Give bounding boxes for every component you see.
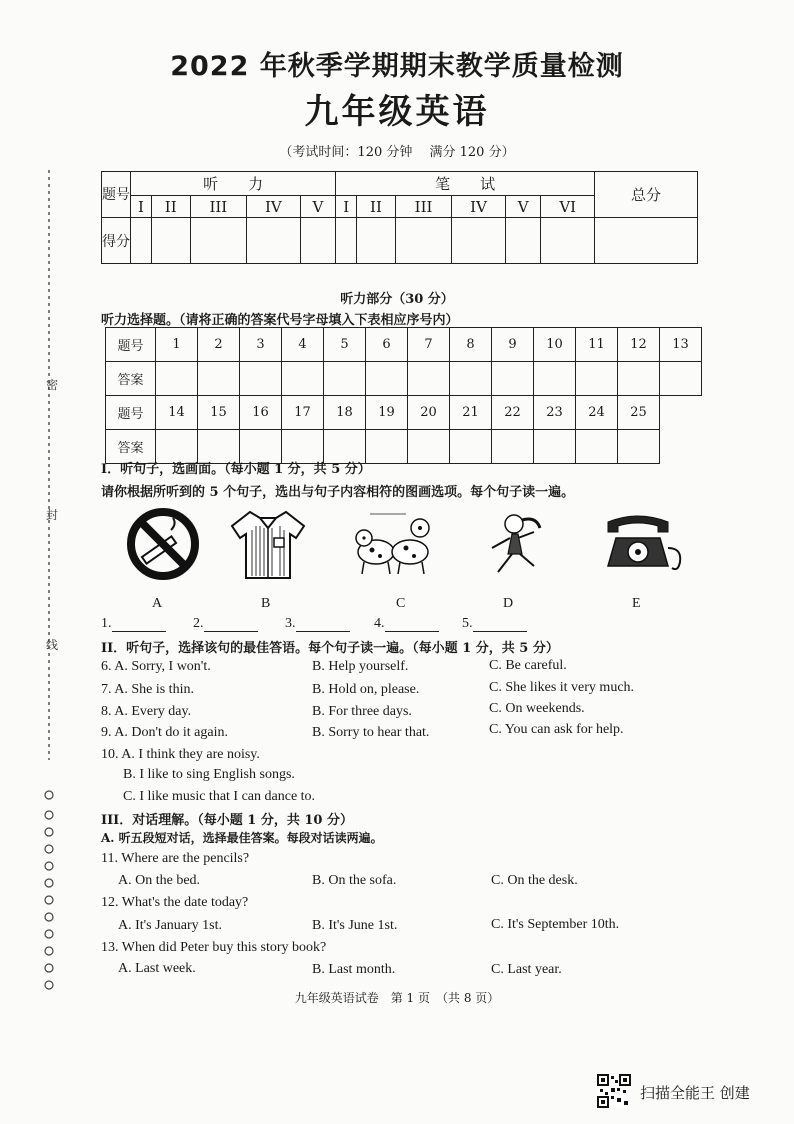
score-row-label: 题号 <box>102 172 131 218</box>
q-number: 16 <box>240 396 282 430</box>
q11-question: 11. Where are the pencils? <box>101 851 250 866</box>
picture-label-a: A <box>152 596 163 611</box>
q11-option-a: A. On the bed. <box>118 873 201 888</box>
answer-cell[interactable] <box>492 362 534 396</box>
q-number: 20 <box>408 396 450 430</box>
answer-label: 答案 <box>106 430 156 464</box>
listening-part: III <box>190 196 247 218</box>
q9-option-c: C. You can ask for help. <box>489 722 624 737</box>
scanner-watermark: 扫描全能王 创建 <box>640 1084 750 1102</box>
part1-heading: I．听句子，选画面。（每小题 1 分，共 5 分） <box>101 462 371 477</box>
score-cell[interactable] <box>247 218 300 264</box>
q-number: 18 <box>324 396 366 430</box>
answer-blank-3[interactable]: 3. <box>285 616 350 632</box>
writing-part: IV <box>452 196 505 218</box>
q-number: 13 <box>660 328 702 362</box>
score-cell[interactable] <box>452 218 505 264</box>
q11-option-c: C. On the desk. <box>491 873 578 888</box>
q13-option-c: C. Last year. <box>491 962 562 977</box>
listening-instruction: 听力选择题。（请将正确的答案代号字母填入下表相应序号内） <box>101 313 459 328</box>
q13-question: 13. When did Peter buy this story book? <box>101 940 327 955</box>
q6-option-a: 6. A. Sorry, I won't. <box>101 659 211 674</box>
q11-option-b: B. On the sofa. <box>312 873 397 888</box>
q13-option-a: A. Last week. <box>118 961 196 976</box>
margin-char-2: 封 <box>46 508 59 522</box>
listening-part: IV <box>247 196 300 218</box>
answer-cell[interactable] <box>366 362 408 396</box>
answer-cell[interactable] <box>450 362 492 396</box>
answer-cell[interactable] <box>450 430 492 464</box>
listening-heading: 听力部分（30 分） <box>340 292 454 307</box>
writing-part: I <box>336 196 357 218</box>
writing-part: III <box>395 196 452 218</box>
shirt-icon <box>228 508 308 580</box>
q-number: 10 <box>534 328 576 362</box>
q-number: 9 <box>492 328 534 362</box>
q-number: 14 <box>156 396 198 430</box>
q10-option-a: 10. A. I think they are noisy. <box>101 747 260 762</box>
q12-question: 12. What's the date today? <box>101 895 249 910</box>
q-number: 24 <box>576 396 618 430</box>
part2-heading: II．听句子，选择该句的最佳答语。每个句子读一遍。（每小题 1 分，共 5 分） <box>101 641 559 656</box>
answer-table <box>105 327 702 464</box>
writing-part: VI <box>541 196 595 218</box>
answer-cell[interactable] <box>534 430 576 464</box>
answer-cell[interactable] <box>618 430 660 464</box>
answer-label: 答案 <box>106 362 156 396</box>
answer-cell[interactable] <box>324 362 366 396</box>
question-number-label: 题号 <box>106 328 156 362</box>
q-number: 23 <box>534 396 576 430</box>
answer-cell[interactable] <box>408 430 450 464</box>
q-number: 19 <box>366 396 408 430</box>
dogs-icon <box>350 508 434 580</box>
q7-option-c: C. She likes it very much. <box>489 680 635 695</box>
q12-option-a: A. It's January 1st. <box>118 918 223 933</box>
q12-option-c: C. It's September 10th. <box>491 917 620 932</box>
answer-cell[interactable] <box>156 362 198 396</box>
q-number: 25 <box>618 396 660 430</box>
picture-label-e: E <box>632 596 641 611</box>
answer-blank-5[interactable]: 5. <box>462 616 527 632</box>
q6-option-b: B. Help yourself. <box>312 659 409 674</box>
running-girl-icon <box>474 508 558 580</box>
answer-cell[interactable] <box>618 362 660 396</box>
answer-blank-2[interactable]: 2. <box>193 616 258 632</box>
q8-option-b: B. For three days. <box>312 704 412 719</box>
page-footer: 九年级英语试卷 第 1 页 （共 8 页） <box>294 991 500 1005</box>
q9-option-b: B. Sorry to hear that. <box>312 725 430 740</box>
q-number: 21 <box>450 396 492 430</box>
q10-option-b: B. I like to sing English songs. <box>123 767 295 782</box>
answer-blank-1[interactable]: 1. <box>101 616 166 632</box>
score-cell[interactable] <box>357 218 396 264</box>
empty-cell <box>660 396 702 430</box>
answer-cell[interactable] <box>282 362 324 396</box>
score-cell[interactable] <box>131 218 152 264</box>
q7-option-b: B. Hold on, please. <box>312 682 420 697</box>
answer-cell[interactable] <box>576 430 618 464</box>
writing-header: 笔 试 <box>336 172 595 196</box>
picture-label-d: D <box>503 596 514 611</box>
q-number: 6 <box>366 328 408 362</box>
q-number: 8 <box>450 328 492 362</box>
score-cell[interactable] <box>336 218 357 264</box>
part1-instruction: 请你根据所听到的 5 个句子，选出与句子内容相符的图画选项。每个句子读一遍。 <box>101 485 575 500</box>
q-number: 17 <box>282 396 324 430</box>
listening-part: V <box>300 196 336 218</box>
margin-char-1: 密 <box>46 378 59 392</box>
writing-part: II <box>357 196 396 218</box>
subject-title: 九年级英语 <box>304 92 490 132</box>
part3-heading: III．对话理解。（每小题 1 分，共 10 分） <box>101 813 353 828</box>
q-number: 15 <box>198 396 240 430</box>
answer-cell[interactable] <box>240 362 282 396</box>
score-cell[interactable] <box>300 218 336 264</box>
q-number: 22 <box>492 396 534 430</box>
telephone-icon <box>598 508 688 580</box>
answer-cell[interactable] <box>492 430 534 464</box>
score-cell[interactable] <box>595 218 698 264</box>
q13-option-b: B. Last month. <box>312 962 396 977</box>
writing-part: V <box>505 196 541 218</box>
score-cell[interactable] <box>505 218 541 264</box>
q12-option-b: B. It's June 1st. <box>312 918 398 933</box>
q-number: 4 <box>282 328 324 362</box>
score-row-label-2: 得分 <box>102 218 131 264</box>
exam-info: （考试时间：120 分钟 满分 120 分） <box>279 145 515 160</box>
answer-cell[interactable] <box>534 362 576 396</box>
empty-cell <box>660 430 702 464</box>
total-header: 总分 <box>595 172 698 218</box>
q-number: 3 <box>240 328 282 362</box>
q-number: 12 <box>618 328 660 362</box>
q9-option-a: 9. A. Don't do it again. <box>101 725 228 740</box>
q10-option-c: C. I like music that I can dance to. <box>123 789 316 804</box>
q8-option-a: 8. A. Every day. <box>101 704 192 719</box>
q7-option-a: 7. A. She is thin. <box>101 682 194 697</box>
answer-cell[interactable] <box>660 362 702 396</box>
question-number-label: 题号 <box>106 396 156 430</box>
score-cell[interactable] <box>190 218 247 264</box>
q-number: 1 <box>156 328 198 362</box>
score-cell[interactable] <box>151 218 190 264</box>
listening-header: 听 力 <box>131 172 336 196</box>
score-cell[interactable] <box>541 218 595 264</box>
margin-char-3: 线 <box>46 638 59 652</box>
answer-cell[interactable] <box>408 362 450 396</box>
score-table <box>101 171 698 264</box>
q-number: 2 <box>198 328 240 362</box>
q8-option-c: C. On weekends. <box>489 701 585 716</box>
picture-label-b: B <box>261 596 271 611</box>
q-number: 7 <box>408 328 450 362</box>
qr-code-icon <box>597 1074 631 1108</box>
answer-blank-4[interactable]: 4. <box>374 616 439 632</box>
answer-cell[interactable] <box>198 362 240 396</box>
score-cell[interactable] <box>395 218 452 264</box>
listening-part: I <box>131 196 152 218</box>
q-number: 5 <box>324 328 366 362</box>
answer-cell[interactable] <box>576 362 618 396</box>
answer-cell[interactable] <box>366 430 408 464</box>
q-number: 11 <box>576 328 618 362</box>
no-smoking-icon <box>125 508 205 580</box>
listening-part: II <box>151 196 190 218</box>
picture-label-c: C <box>396 596 406 611</box>
exam-title: 2022 年秋季学期期末教学质量检测 <box>170 51 624 82</box>
part3-instruction: A. 听五段短对话，选择最佳答案。每段对话读两遍。 <box>101 831 383 845</box>
q6-option-c: C. Be careful. <box>489 658 567 673</box>
